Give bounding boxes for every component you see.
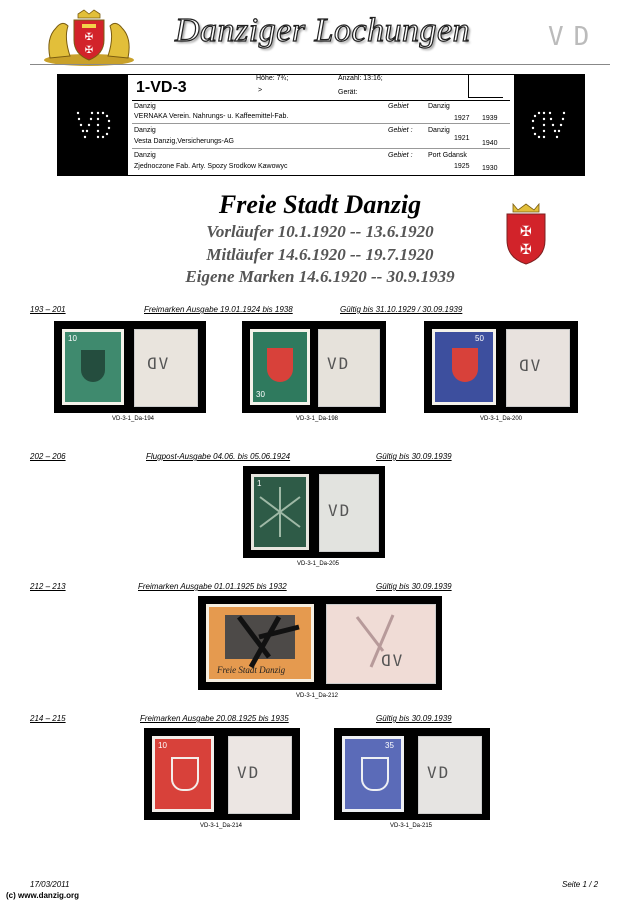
- row2-gebiet: Danzig: [428, 127, 450, 134]
- section2-range: 202 – 206: [30, 452, 66, 461]
- main-heading: Freie Stadt Danzig: [218, 190, 422, 219]
- row1-city: Danzig: [134, 103, 156, 110]
- stamp-pair-da214: [144, 728, 300, 820]
- header-perfin-mark: VD: [548, 22, 600, 52]
- perfin-code: 1-VD-3: [136, 79, 187, 96]
- row3-gebiet: Port Gdansk: [428, 152, 467, 159]
- section3-range: 212 – 213: [30, 582, 66, 591]
- period-eigene-marken: Eigene Marken 14.6.1920 -- 30.9.1939: [185, 267, 455, 286]
- stamp-value-da198: 30: [256, 390, 265, 399]
- stamp-back-perfin-da200: VD: [517, 356, 541, 375]
- hoehe-label: Höhe: 7¾;: [256, 75, 289, 82]
- stamp-value-da214: 10: [158, 741, 167, 750]
- row1-company: VERNAKA Verein. Nahrungs- u. Kaffeemittel-Fab.: [134, 113, 289, 120]
- caption-da205: VD-3-1_Da-205: [297, 561, 340, 567]
- stamp-back-da198: [318, 329, 380, 407]
- stamp-pair-da212: [198, 596, 442, 690]
- stamp-front-da194: [62, 329, 124, 405]
- footer-page: Seite 1 / 2: [562, 880, 599, 889]
- row2-gebiet-label: Gebiet :: [388, 127, 413, 134]
- period-vorlaeufer: Vorläufer 10.1.1920 -- 13.6.1920: [206, 222, 434, 241]
- danzig-coat-of-arms-logo: [40, 8, 138, 68]
- row1-gebiet: Danzig: [428, 103, 450, 110]
- row2-divider: [132, 148, 510, 149]
- stamp-back-da215: [418, 736, 482, 814]
- stamp-back-perfin-da198: VD: [327, 354, 351, 373]
- section3-valid: Gültig bis 30.09.1939: [376, 582, 452, 591]
- header-divider: [30, 64, 610, 65]
- row2-from: 1921: [454, 135, 470, 142]
- stamp-front-da214: [152, 736, 214, 812]
- perfin-image-right: [514, 75, 584, 175]
- danzig-shield-icon: [505, 202, 547, 266]
- gt-mark: >: [258, 87, 263, 94]
- row1-from: 1927: [454, 115, 470, 122]
- row1-to: 1939: [482, 115, 498, 122]
- stamp-back-da200: [506, 329, 570, 407]
- geraet-label: Gerät:: [338, 89, 358, 96]
- stamp-pair-da194: [54, 321, 206, 413]
- svg-text:✠: ✠: [84, 32, 94, 43]
- stamp-pair-da205: [243, 466, 385, 558]
- caption-da215: VD-3-1_Da-215: [390, 823, 433, 829]
- row2-to: 1940: [482, 140, 498, 147]
- period-mitlaeufer: Mitläufer 14.6.1920 -- 19.7.1920: [206, 245, 434, 264]
- caption-da212: VD-3-1_Da-212: [296, 693, 339, 699]
- stamp-back-perfin-da205: VD: [328, 501, 352, 520]
- stamp-front-da198: [250, 329, 310, 405]
- section2-valid: Gültig bis 30.09.1939: [376, 452, 452, 461]
- stamp-value-da205: 1: [257, 479, 262, 488]
- stamp-back-perfin-da194: VD: [145, 354, 169, 373]
- section4-range: 214 – 215: [30, 714, 66, 723]
- stamp-value-da215: 35: [385, 741, 394, 750]
- caption-da214: VD-3-1_Da-214: [200, 823, 243, 829]
- footer-site: (c) www.danzig.org: [6, 891, 80, 900]
- stamp-pair-da198: [242, 321, 386, 413]
- stamp-pair-da215: [334, 728, 490, 820]
- section3-issue: Freimarken Ausgabe 01.01.1925 bis 1932: [138, 582, 287, 591]
- stamp-back-perfin-da214: VD: [237, 763, 261, 782]
- perfin-image-left: [58, 75, 128, 175]
- page-title: Danziger Lochungen: [175, 12, 471, 49]
- row2-company: Vesta Danzig,Versicherungs-AG: [134, 138, 234, 145]
- corner-box: [468, 75, 503, 98]
- row1-gebiet-label: Gebiet: [388, 103, 409, 110]
- svg-text:✠: ✠: [520, 224, 532, 240]
- stamp-back-da214: [228, 736, 292, 814]
- section1-range: 193 – 201: [30, 305, 66, 314]
- row1-divider: [132, 123, 510, 124]
- footer-date: 17/03/2011: [30, 880, 70, 889]
- section4-valid: Gültig bis 30.09.1939: [376, 714, 452, 723]
- stamp-back-da194: [134, 329, 198, 407]
- row3-from: 1925: [454, 163, 470, 170]
- stamp-back-da212: [326, 604, 436, 684]
- section1-valid: Gültig bis 31.10.1929 / 30.09.1939: [340, 305, 463, 314]
- stamp-front-da200: [432, 329, 496, 405]
- caption-da198: VD-3-1_Da-198: [296, 416, 339, 422]
- info-divider: [132, 100, 510, 101]
- stamp-pair-da200: [424, 321, 578, 413]
- caption-da200: VD-3-1_Da-200: [480, 416, 523, 422]
- caption-da194: VD-3-1_Da-194: [112, 416, 155, 422]
- section4-issue: Freimarken Ausgabe 20.08.1925 bis 1935: [140, 714, 289, 723]
- row3-company: Zjednoczone Fab. Arty. Spozy Srodkow Kawowyc: [134, 163, 288, 170]
- row3-city: Danzig: [134, 152, 156, 159]
- stamp-text-da212: Freie Stadt Danzig: [217, 665, 286, 675]
- stamp-back-perfin-da215: VD: [427, 763, 451, 782]
- anzahl-label: Anzahl: 13:16;: [338, 75, 383, 82]
- svg-text:✠: ✠: [84, 45, 94, 56]
- stamp-front-da215: [342, 736, 404, 812]
- row3-gebiet-label: Gebiet :: [388, 152, 413, 159]
- stamp-value-da200: 50: [475, 334, 484, 343]
- perfin-info-box: [57, 74, 585, 176]
- stamp-back-da205: [319, 474, 379, 552]
- stamp-value-da194: 10: [68, 334, 77, 343]
- stamp-back-perfin-da212: VD: [379, 651, 403, 670]
- stamp-front-da212: [206, 604, 314, 682]
- stamp-front-da205: [251, 474, 309, 550]
- section1-issue: Freimarken Ausgabe 19.01.1924 bis 1938: [144, 305, 293, 314]
- section2-issue: Flugpost-Ausgabe 04.06. bis 05.06.1924: [146, 452, 291, 461]
- svg-text:✠: ✠: [520, 242, 532, 258]
- row3-to: 1930: [482, 165, 498, 172]
- row2-city: Danzig: [134, 127, 156, 134]
